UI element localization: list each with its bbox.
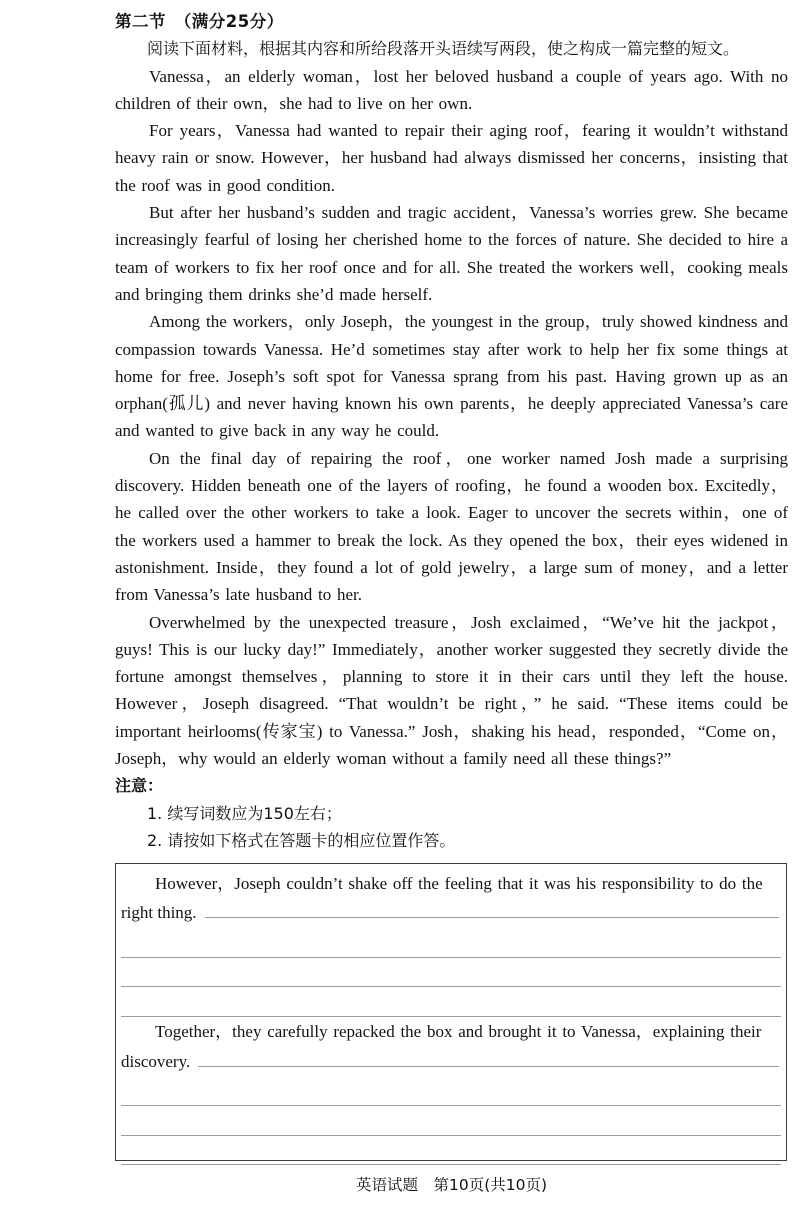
- answer-format-box: [115, 863, 787, 1161]
- paragraph1-lead-line2: [121, 898, 781, 928]
- passage-paragraph: For years，Vanessa had wanted to repair their aging roof，fearing it wouldn’t withstand heavy rain or snow. However，her husband had always dismissed her concerns，insisting that the roof was in good condition.: [115, 121, 788, 195]
- task-instruction: 阅读下面材料，根据其内容和所给段落开头语续写两段，使之构成一篇完整的短文。: [147, 39, 740, 59]
- paragraph2-opening: [121, 1017, 781, 1165]
- note-item-1: 1. 续写词数应为150左右；: [147, 803, 342, 823]
- passage-paragraph: Among the workers，only Joseph，the youngest in the group，truly showed kindness and compassion towards Vanessa. He’d sometimes stay after work to help her fix some things at home for free. Joseph’s soft spot for Vanessa sprang from his past. Having grown up as an orphan(孤儿) and never having known his own parents，he deeply appreciated Vanessa’s care and wanted to give back in any way he could.: [115, 312, 788, 441]
- passage-paragraph: Overwhelmed by the unexpected treasure，Josh exclaimed，“We’ve hit the jackpot，guys! This is our lucky day!” Immediately，another worker suggested they secretly divide the fortune amongst themselves，planning to store it in their cars until they left the house. However，Joseph disagreed. “That wouldn’t be right，” he said. “These items could be important heirlooms(传家宝) to Vanessa.” Josh，shaking his head，responded，“Come on，Joseph，why would an elderly woman without a family need all these things?”: [115, 612, 788, 769]
- answer-write-line: [205, 916, 779, 918]
- passage-paragraph: Vanessa，an elderly woman，lost her beloved husband a couple of years ago. With no children of their own，she had to live on her own.: [115, 66, 788, 113]
- answer-write-line: [121, 1106, 781, 1136]
- reading-passage: [115, 63, 788, 773]
- answer-write-line: [121, 987, 781, 1017]
- section-title: 第二节 （满分25分）: [115, 12, 284, 31]
- answer-write-line: [121, 1077, 781, 1107]
- answer-write-line: [121, 928, 781, 958]
- passage-paragraph: On the final day of repairing the roof，one worker named Josh made a surprising discovery. Hidden beneath one of the layers of roofing，he found a wooden box. Excitedly，he called over the other workers to take a look. Eager to uncover the secrets within，one of the workers used a hammer to break the lock. As they opened the box，their eyes widened in astonishment. Inside，they found a lot of gold jewelry，a large sum of money，and a letter from Vanessa’s late husband to her.: [115, 448, 788, 605]
- notes-section: [115, 772, 788, 854]
- passage-paragraph: But after her husband’s sudden and tragic accident，Vanessa’s worries grew. She became increasingly fearful of losing her cherished home to the forces of nature. She decided to hire a team of workers to fix her roof once and for all. She treated the workers well，cooking meals and bringing them drinks she’d made herself.: [115, 203, 788, 304]
- paragraph2-lead-line1: Together，they carefully repacked the box and brought it to Vanessa，explaining their: [155, 1021, 762, 1041]
- paragraph2-lead-tail: discovery.: [121, 1051, 191, 1071]
- paragraph1-lead-line1: However，Joseph couldn’t shake off the feeling that it was his responsibility to do the: [155, 874, 763, 894]
- note-item-2: 2. 请按如下格式在答题卡的相应位置作答。: [147, 830, 456, 850]
- answer-write-line: [121, 958, 781, 988]
- notes-label: 注意：: [115, 776, 164, 796]
- answer-write-line: [198, 1065, 779, 1067]
- answer-write-line: [121, 1136, 781, 1165]
- paragraph1-lead-tail: right thing.: [121, 903, 197, 923]
- paragraph1-opening: [121, 869, 781, 1017]
- paragraph2-lead-line2: [121, 1047, 781, 1077]
- page-footer: 英语试题 第10页(共10页): [355, 1176, 548, 1195]
